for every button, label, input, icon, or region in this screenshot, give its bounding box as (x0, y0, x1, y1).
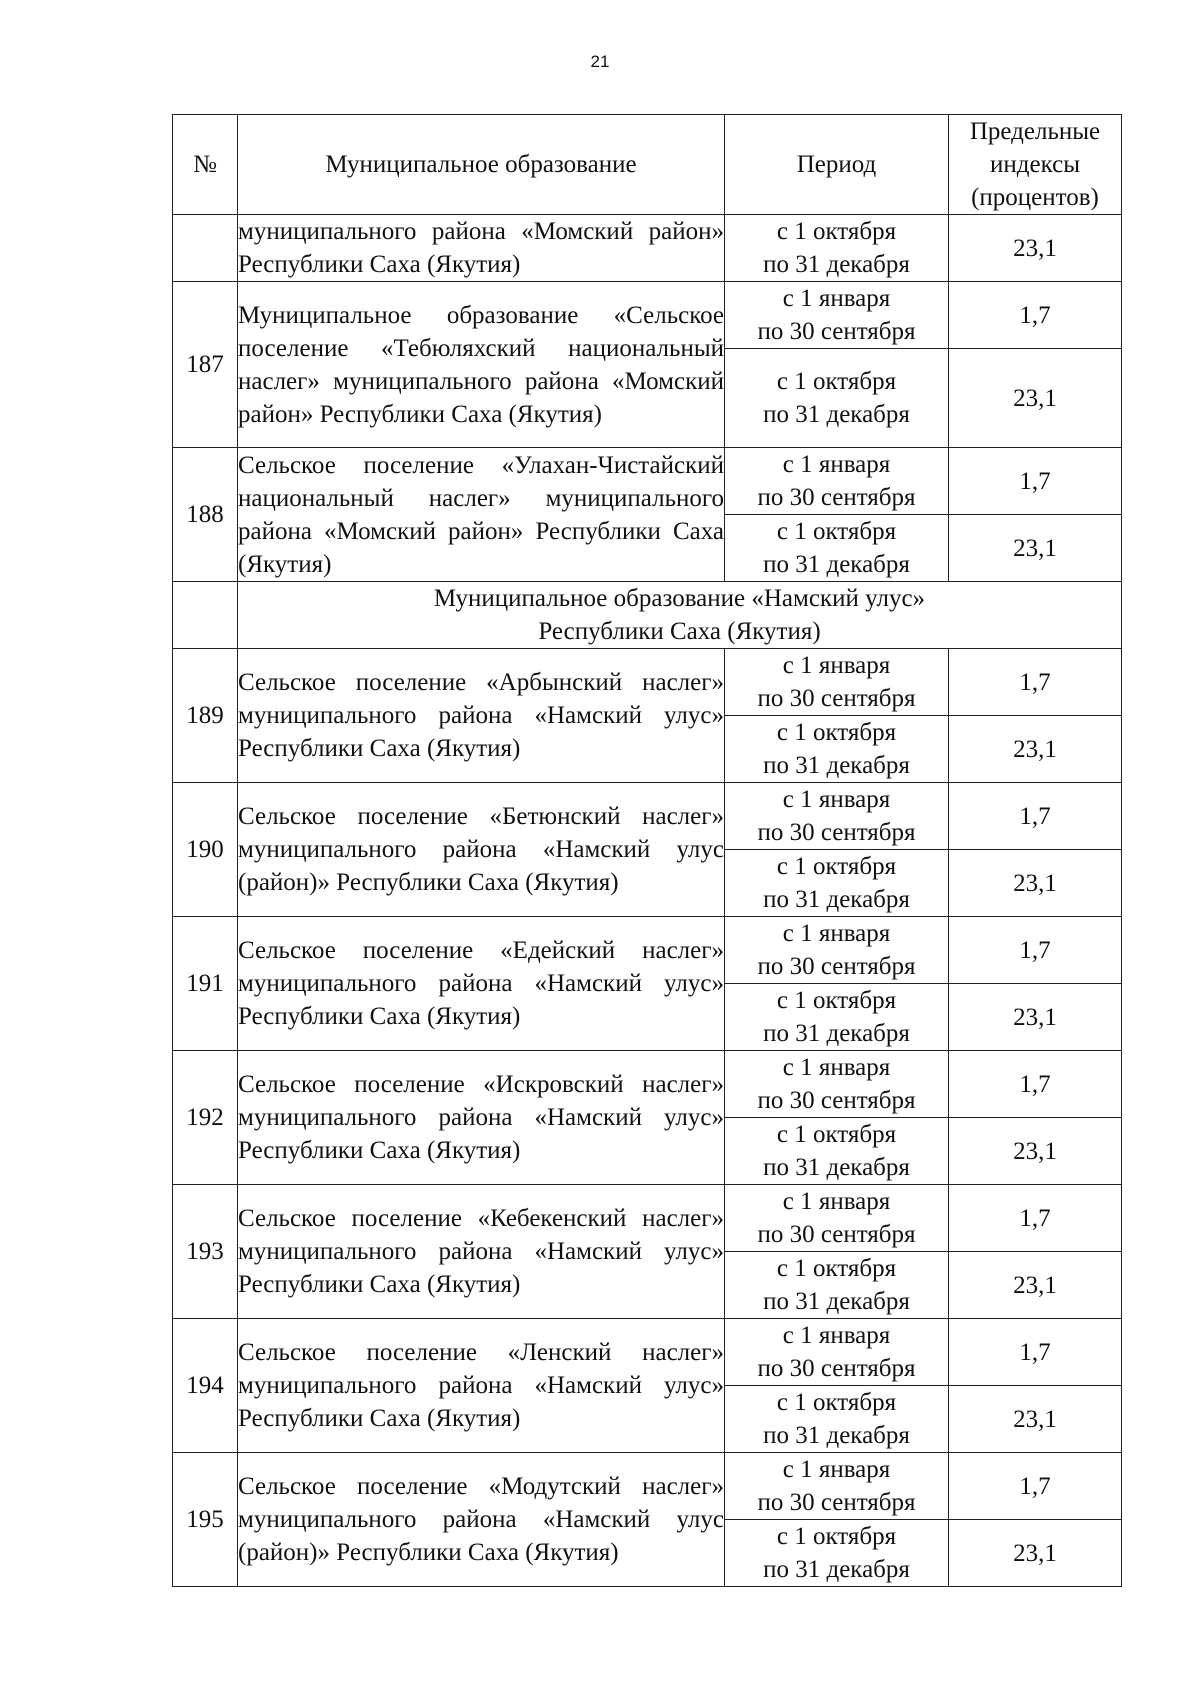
municipality-name: Сельское поселение «Улахан-Чистайский национальный наслег» муниципального района «Момский район» Республики Саха (Якутия) (238, 451, 724, 578)
table-cell-index: 23,1 (949, 850, 1122, 917)
table-cell-municipality (238, 783, 725, 917)
period-from: с 1 октября (776, 853, 897, 880)
municipality-name: Сельское поселение «Арбынский наслег» муниципального района «Намский улус» Республики Саха (Якутия) (238, 669, 724, 762)
table-cell-number: 193 (173, 1185, 238, 1319)
table-cell-index: 1,7 (949, 282, 1122, 349)
table-cell-period (725, 215, 949, 282)
table-cell-number (173, 582, 238, 649)
table-row (173, 1051, 1122, 1118)
header-index: Предельные индексы (процентов) (949, 115, 1122, 215)
period-to: по 31 декабря (763, 1288, 910, 1315)
period-to: по 31 декабря (763, 1422, 910, 1449)
table-cell-period (725, 1520, 949, 1587)
table-row (173, 448, 1122, 515)
table-row (173, 649, 1122, 716)
table-cell-index: 1,7 (949, 917, 1122, 984)
table-cell-index: 23,1 (949, 716, 1122, 783)
period-from: с 1 января (782, 920, 891, 947)
period-to: по 30 сентября (757, 953, 916, 980)
table-cell-period (725, 850, 949, 917)
table-cell-index: 23,1 (949, 1520, 1122, 1587)
table-cell-municipality: муниципального района «Момский район» Республики Саха (Якутия) (238, 215, 725, 282)
table-cell-number: 187 (173, 282, 238, 448)
period-from: с 1 января (782, 1188, 891, 1215)
header-number: № (173, 115, 238, 215)
period-to: по 31 декабря (763, 1020, 910, 1047)
table-cell-period (725, 1386, 949, 1453)
table-cell-number: 194 (173, 1319, 238, 1453)
municipality-name: Сельское поселение «Модутский наслег» муниципального района «Намский улус (район)» Республики Саха (Якутия) (238, 1473, 724, 1566)
table-cell-period (725, 282, 949, 349)
period-from: с 1 октября (776, 719, 897, 746)
period-to: по 31 декабря (763, 1556, 910, 1583)
period-from: с 1 января (782, 652, 891, 679)
table-cell-municipality (238, 282, 725, 448)
period-to: по 31 декабря (763, 752, 910, 779)
table-cell-index: 23,1 (949, 515, 1122, 582)
table-row (173, 783, 1122, 850)
tariff-index-table (172, 114, 1122, 1587)
period-from: с 1 января (782, 786, 891, 813)
period-to: по 31 декабря (763, 551, 910, 578)
municipality-name: Сельское поселение «Кебекенский наслег» муниципального района «Намский улус» Республики Саха (Якутия) (238, 1205, 724, 1298)
table-cell-index: 23,1 (949, 215, 1122, 282)
table-cell-index: 1,7 (949, 1051, 1122, 1118)
period-to: по 30 сентября (757, 819, 916, 846)
municipality-name: Сельское поселение «Бетюнский наслег» муниципального района «Намский улус (район)» Республики Саха (Якутия) (238, 803, 724, 896)
table-cell-municipality (238, 917, 725, 1051)
table-cell-period (725, 1453, 949, 1520)
section-title (238, 582, 1122, 649)
period-from: с 1 января (782, 451, 891, 478)
table-cell-period (725, 716, 949, 783)
period-from: с 1 января (782, 1456, 891, 1483)
municipality-name: Сельское поселение «Едейский наслег» муниципального района «Намский улус» Республики Саха (Якутия) (238, 937, 724, 1030)
table-cell-index: 23,1 (949, 984, 1122, 1051)
period-to: по 30 сентября (757, 1355, 916, 1382)
period-to: по 31 декабря (763, 251, 910, 278)
section-title-line: Муниципальное образование «Намский улус» (433, 585, 926, 612)
table-row (173, 1319, 1122, 1386)
period-from: с 1 января (782, 1054, 891, 1081)
table-cell-period (725, 1319, 949, 1386)
table-cell-number: 195 (173, 1453, 238, 1587)
table-cell-index: 1,7 (949, 1185, 1122, 1252)
table-cell-index: 1,7 (949, 649, 1122, 716)
continuation-row (173, 215, 1122, 282)
section-header-row (173, 582, 1122, 649)
table-cell-index: 23,1 (949, 1118, 1122, 1185)
table-cell-period (725, 448, 949, 515)
table-cell-index: 1,7 (949, 448, 1122, 515)
period-from: с 1 октября (776, 1255, 897, 1282)
period-from: с 1 октября (776, 218, 897, 245)
table-cell-index: 23,1 (949, 349, 1122, 448)
period-from: с 1 января (782, 1322, 891, 1349)
municipality-name: Сельское поселение «Искровский наслег» муниципального района «Намский улус» Республики Саха (Якутия) (238, 1071, 724, 1164)
municipality-name: Сельское поселение «Ленский наслег» муниципального района «Намский улус» Республики Саха (Якутия) (238, 1339, 724, 1432)
table-cell-municipality (238, 448, 725, 582)
table-cell-period (725, 649, 949, 716)
table-cell-municipality (238, 1319, 725, 1453)
section-title-line: Республики Саха (Якутия) (538, 618, 821, 645)
table-row (173, 1185, 1122, 1252)
table-cell-index: 23,1 (949, 1386, 1122, 1453)
table-cell-period (725, 1118, 949, 1185)
table-cell-period (725, 1051, 949, 1118)
table-cell-number: 189 (173, 649, 238, 783)
period-to: по 30 сентября (757, 1489, 916, 1516)
period-from: с 1 октября (776, 987, 897, 1014)
table-cell-index: 1,7 (949, 1453, 1122, 1520)
table-cell-period (725, 1185, 949, 1252)
period-to: по 31 декабря (763, 1154, 910, 1181)
table-cell-period (725, 1252, 949, 1319)
table-row (173, 282, 1122, 349)
table-cell-municipality (238, 1051, 725, 1185)
period-from: с 1 января (782, 285, 891, 312)
header-period: Период (725, 115, 949, 215)
table-row (173, 917, 1122, 984)
header-municipality: Муниципальное образование (238, 115, 725, 215)
table-cell-index: 1,7 (949, 1319, 1122, 1386)
table-cell-period (725, 515, 949, 582)
period-to: по 31 декабря (763, 886, 910, 913)
table-cell-number: 191 (173, 917, 238, 1051)
table-cell-index: 23,1 (949, 1252, 1122, 1319)
table-row (173, 1453, 1122, 1520)
table-cell-municipality (238, 649, 725, 783)
period-to: по 30 сентября (757, 1221, 916, 1248)
period-to: по 30 сентября (757, 1087, 916, 1114)
period-from: с 1 октября (776, 1389, 897, 1416)
period-to: по 30 сентября (757, 484, 916, 511)
table-header-row (173, 115, 1122, 215)
table-cell-municipality (238, 1453, 725, 1587)
table-cell-period (725, 917, 949, 984)
table-cell-period (725, 349, 949, 448)
table-cell-period (725, 984, 949, 1051)
municipality-name: Муниципальное образование «Сельское поселение «Тебюляхский национальный наслег» муниципального района «Момский район» Республики Саха (Якутия) (238, 301, 724, 428)
period-from: с 1 октября (776, 1523, 897, 1550)
period-to: по 31 декабря (763, 401, 910, 428)
period-from: с 1 октября (776, 1121, 897, 1148)
period-to: по 30 сентября (757, 685, 916, 712)
table-cell-number: 192 (173, 1051, 238, 1185)
period-to: по 30 сентября (757, 318, 916, 345)
table-cell-number: 188 (173, 448, 238, 582)
period-from: с 1 октября (776, 518, 897, 545)
table-cell-index: 1,7 (949, 783, 1122, 850)
table-cell-number: 190 (173, 783, 238, 917)
period-from: с 1 октября (776, 368, 897, 395)
table-cell-period (725, 783, 949, 850)
table-cell-municipality (238, 1185, 725, 1319)
table-cell-number (173, 215, 238, 282)
page-number: 21 (590, 52, 610, 71)
